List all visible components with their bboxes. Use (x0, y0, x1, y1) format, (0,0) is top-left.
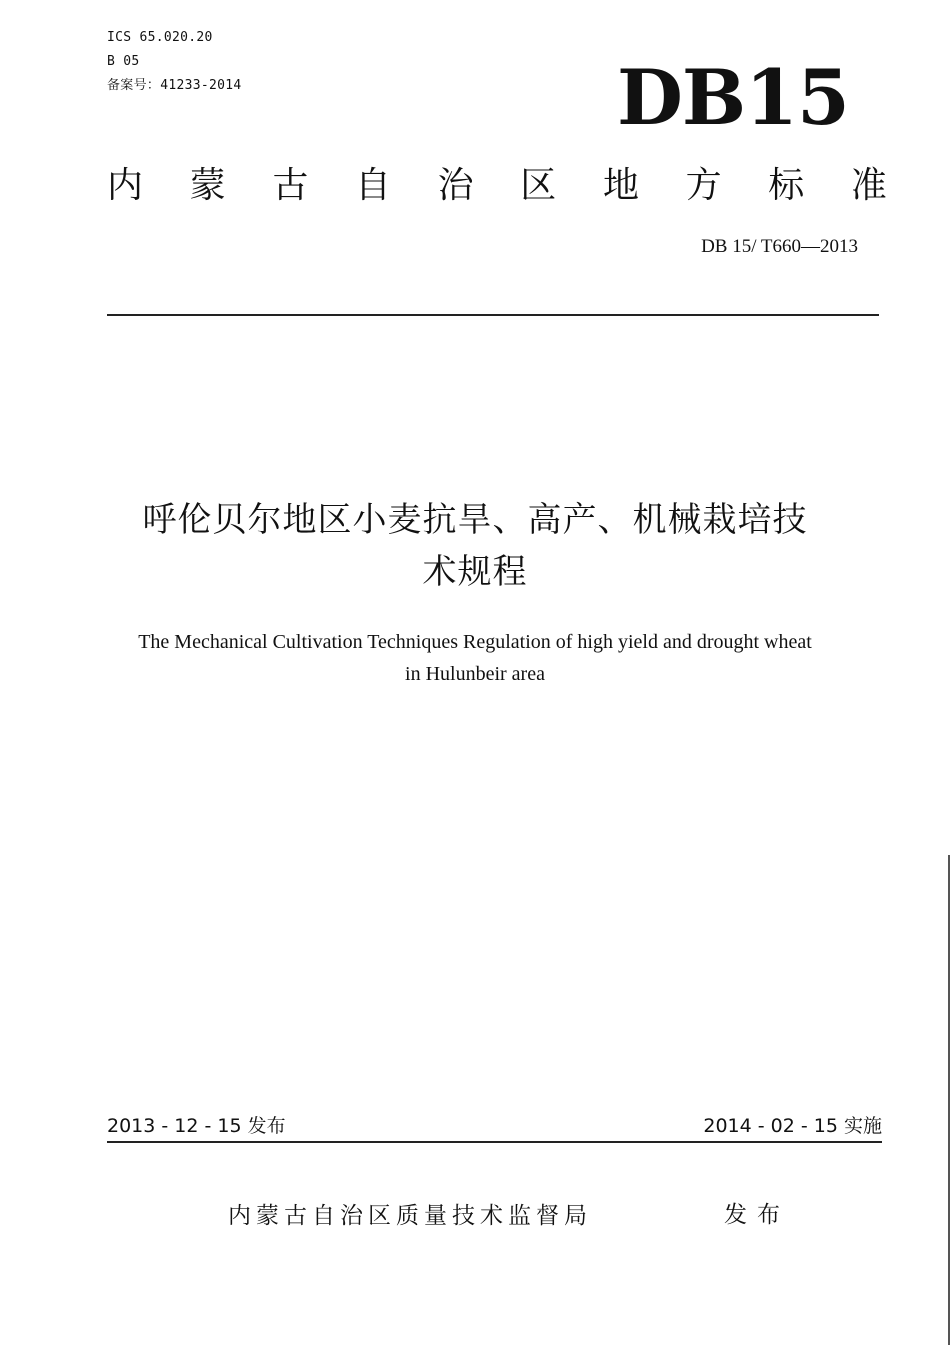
date-row (107, 1112, 882, 1140)
chinese-title (60, 494, 890, 598)
standard-level-char: 内 (107, 165, 144, 206)
publish-date: 2013 - 12 - 15 发布 (107, 1115, 286, 1137)
english-title-line-2: in Hulunbeir area (405, 663, 545, 685)
chinese-title-line-1: 呼伦贝尔地区小麦抗旱、高产、机械栽培技 (142, 500, 808, 540)
standard-level-char: 自 (354, 165, 391, 206)
ics-code: ICS 65.020.20 (107, 30, 213, 45)
standard-level-char: 标 (768, 165, 805, 206)
standard-level-char: 蒙 (189, 165, 226, 206)
issuing-authority: 内蒙古自治区质量技术监督局 (228, 1203, 592, 1229)
standard-level-heading (107, 160, 887, 212)
standard-level-char: 准 (850, 165, 887, 206)
standard-level-char: 地 (602, 165, 639, 206)
db-standard-logo: DB15 (617, 53, 849, 142)
english-title (60, 626, 890, 690)
record-number: 备案号：41233-2014 (107, 78, 242, 93)
standard-level-char: 方 (685, 165, 722, 206)
english-title-line-1: The Mechanical Cultivation Techniques Regulation of high yield and drought wheat (138, 631, 812, 653)
document-metadata (107, 26, 241, 98)
issue-label: 发布 (724, 1202, 790, 1228)
footer-divider (107, 1141, 882, 1143)
standard-level-char: 古 (272, 165, 309, 206)
chinese-title-line-2: 术规程 (422, 552, 528, 592)
standard-level-char: 治 (437, 165, 474, 206)
standard-level-char: 区 (520, 165, 557, 206)
standard-code: DB 15/ T660—2013 (701, 236, 858, 257)
classification-code: B 05 (107, 54, 140, 69)
header-divider (107, 314, 879, 316)
implementation-date: 2014 - 02 - 15 实施 (703, 1115, 882, 1137)
